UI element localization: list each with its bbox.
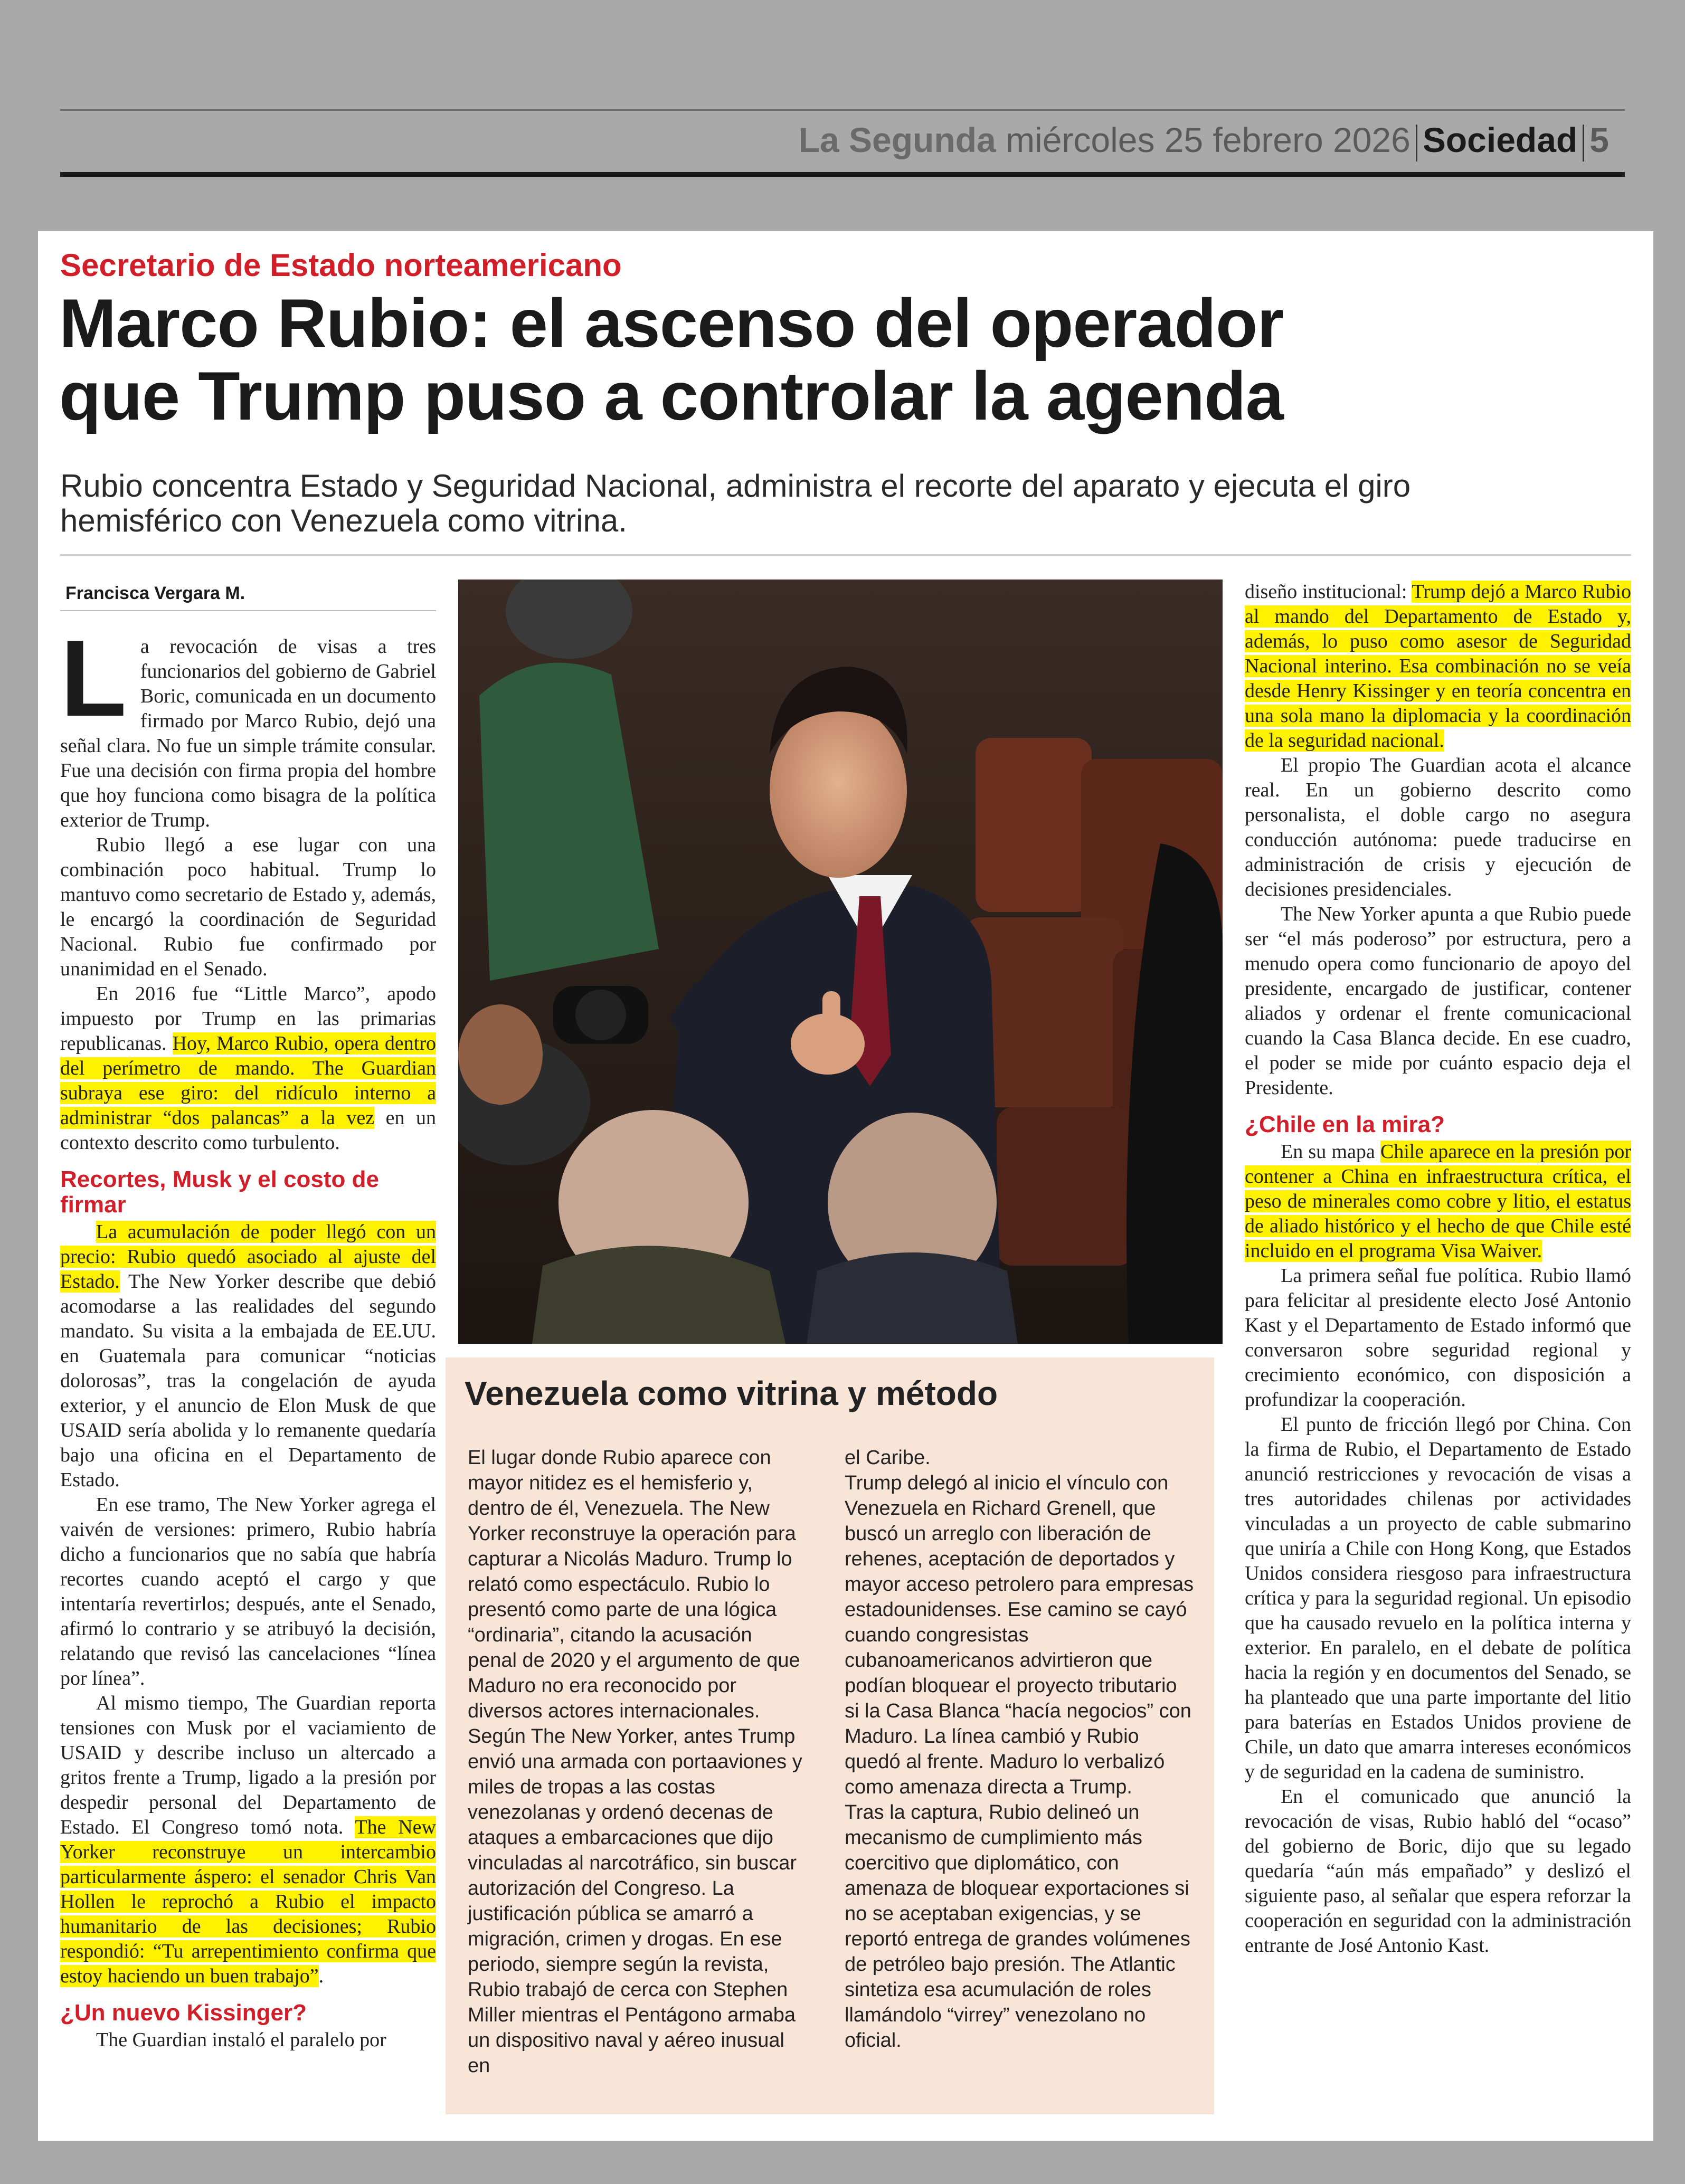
header-divider <box>1583 125 1584 162</box>
newspaper-header <box>60 115 1625 174</box>
byline: Francisca Vergara M. <box>65 583 245 603</box>
paragraph: En el comunicado que anunció la revocación de visas, Rubio habló del “ocaso” del gobierno de Boric, dijo que su legado quedaría “aún más empañado” y deslizó el siguiente paso, al señalar que espera reforzar la cooperación en seguridad con la administración entrante de José Antonio Kast. <box>1245 1786 1631 1957</box>
highlighted-text: Chile aparece en la presión por contener a China en infraestructura crítica, el peso de minerales como cobre y litio, el estatus de aliado histórico y el hecho de que Chile esté incluido en el programa Visa Waiver. <box>1245 1141 1631 1262</box>
paragraph: El punto de fricción llegó por China. Con la firma de Rubio, el Departamento de Estado anunció restricciones y revocación de visas a tres autoridades chilenas por actividades vinculadas a un proyecto de cable submarino que uniría a Chile con Hong Kong, que Estados Unidos considera riesgoso para infraestructura crítica y para la seguridad regional. Un episodio que ha causado revuelo en la política interna y exterior. En paralelo, en el debate de política hacia la región y en documentos del Senado, se ha planteado que una parte importante del litio para baterías en Estados Unidos proviene de Chile, un dato que amarra intereses económicos y de seguridad en la cadena de suministro. <box>1245 1413 1631 1783</box>
drop-cap: L <box>60 618 127 739</box>
article-deck: Rubio concentra Estado y Seguridad Nacional, administra el recorte del aparato y ejecuta el giro hemisférico con Venezuela como vitrina. <box>60 468 1411 538</box>
subheading-chile: ¿Chile en la mira? <box>1245 1112 1445 1137</box>
sidebar-box <box>446 1357 1214 2114</box>
headline-line-1: Marco Rubio: el ascenso del operador <box>59 284 1283 362</box>
section-name: Sociedad <box>1422 120 1578 159</box>
highlighted-text: Trump dejó a Marco Rubio al mando del Departamento de Estado y, además, lo puso como asesor de Seguridad Nacional interino. Esa combinación no se veía desde Henry Kissinger y en teoría concentra en una sola mano la diplomacia y la coordinación de la seguridad nacional. <box>1245 581 1631 752</box>
sidebar-column-left <box>468 1445 806 2078</box>
header-divider <box>1416 125 1417 162</box>
sidebar-paragraph: Según The New Yorker, antes Trump envió una armada con portaaviones y miles de tropas a las costas venezolanas y ordenó decenas de ataques a embarcaciones que dijo vinculadas al narcotráfico, sin buscar autorización del Congreso. La justificación pública se amarró a migración, crimen y drogas. En ese periodo, siempre según la revista, Rubio trabajó de cerca con Stephen Miller mientras el Pentágono armaba un dispositivo naval y aéreo inusual en <box>468 1725 802 2077</box>
column-right <box>1245 580 1631 1958</box>
highlighted-text: Hoy, Marco Rubio, opera dentro del perímetro de mando. The Guardian subraya ese giro: del ridículo interno a administrar “dos palancas” a la vez <box>60 1032 436 1129</box>
paragraph: El propio The Guardian acota el alcance real. En un gobierno descrito como personalista, el doble cargo no asegura conducción autónoma: puede traducirse en administración de crisis y ejecución de decisiones presidenciales. <box>1245 754 1631 900</box>
paragraph: diseño institucional: Trump dejó a Marco Rubio al mando del Departamento de Estado y, además, lo puso como asesor de Seguridad Nacional interino. Esa combinación no se veía desde Henry Kissinger y en teoría concentra en una sola mano la diplomacia y la coordinación de la seguridad nacional. <box>1245 581 1631 752</box>
article-headline <box>59 284 1537 434</box>
paragraph: En su mapa Chile aparece en la presión por contener a China en infraestructura crítica, el peso de minerales como cobre y litio, el estatus de aliado histórico y el hecho de que Chile esté incluido en el programa Visa Waiver. <box>1245 1141 1631 1262</box>
sidebar-paragraph: Trump delegó al inicio el vínculo con Venezuela en Richard Grenell, que buscó un arreglo con liberación de rehenes, aceptación de deportados y mayor acceso petrolero para empresas estadounidenses. Ese camino se cayó cuando congresistas cubanoamericanos advirtieron que podían bloquear el proyecto tributario si la Casa Blanca “hacía negocios” con Maduro. La línea cambió y Rubio quedó al frente. Maduro lo verbalizó como amenaza directa a Trump. <box>845 1472 1194 1798</box>
highlighted-text: La acumulación de poder llegó con un precio: Rubio quedó asociado al ajuste del Estado. <box>60 1221 436 1293</box>
page-number: 5 <box>1589 120 1609 159</box>
article-page <box>38 231 1653 2141</box>
newspaper-brand: La Segunda <box>798 120 996 159</box>
sidebar-paragraph: Tras la captura, Rubio delineó un mecanismo de cumplimiento más coercitivo que diplomático, con amenaza de bloquear exportaciones si no se aceptaban exigencias, y se reportó entrega de grandes volúmenes de petróleo bajo presión. The Atlantic sintetiza esa acumulación de roles llamándolo “virrey” venezolano no oficial. <box>845 1801 1190 2052</box>
article-photo <box>458 580 1223 1344</box>
highlighted-text: The New Yorker reconstruye un intercambio particularmente áspero: el senador Chris Van Hollen le reprochó a Rubio el impacto humanitario de las decisiones; Rubio respondió: “Tu arrepentimiento confirma que estoy haciendo un buen trabajo” <box>60 1816 436 1987</box>
paragraph: En 2016 fue “Little Marco”, apodo impuesto por Trump en las primarias republicanas. Hoy, Marco Rubio, opera dentro del perímetro de mando. The Guardian subraya ese giro: del ridículo interno a administrar “dos palancas” a la vez en un contexto descrito como turbulento. <box>60 983 436 1154</box>
sidebar-column-right <box>845 1445 1194 2053</box>
issue-date: miércoles 25 febrero 2026 <box>1006 120 1411 159</box>
header-line <box>799 116 1609 164</box>
headline-line-2: que Trump puso a controlar la agenda <box>59 357 1283 434</box>
sidebar-paragraph: el Caribe. <box>845 1447 931 1469</box>
deck-divider <box>60 554 1631 556</box>
article-kicker: Secretario de Estado norteamericano <box>60 248 622 283</box>
column-left <box>60 580 436 2053</box>
paragraph: Al mismo tiempo, The Guardian reporta tensiones con Musk por el vaciamiento de USAID y describe incluso un altercado a gritos frente a Trump, ligado a la presión por despedir personal del Departamento de Estado. El Congreso tomó nota. The New Yorker reconstruye un intercambio particularmente áspero: el senador Chris Van Hollen le reprochó a Rubio el impacto humanitario de las decisiones; Rubio respondió: “Tu arrepentimiento confirma que estoy haciendo un buen trabajo”. <box>60 1692 436 1987</box>
paragraph: La acumulación de poder llegó con un precio: Rubio quedó asociado al ajuste del Estado. The New Yorker describe que debió acomodarse a las realidades del segundo mandato. Su visita a la embajada de EE.UU. en Guatemala para comunicar “noticias dolorosas”, tras la congelación de ayuda exterior, y el anuncio de Elon Musk de que USAID sería abolida y lo remanente quedaría bajo una oficina en el Departamento de Estado. <box>60 1221 436 1491</box>
paragraph: En ese tramo, The New Yorker agrega el vaivén de versiones: primero, Rubio habría dicho a funcionarios que no sabía que habría recortes cuando aceptó el cargo y que intentaría revertirlos; después, ante el Senado, afirmó lo contrario y se atribuyó la decisión, relatando que revisó las cancelaciones “línea por línea”. <box>60 1494 436 1689</box>
byline-divider <box>60 610 436 611</box>
header-top-rule <box>60 109 1625 111</box>
header-bottom-rule <box>60 172 1625 177</box>
subheading-recortes: Recortes, Musk y el costo de firmar <box>60 1166 379 1218</box>
paragraph: The Guardian instaló el paralelo por <box>96 2029 386 2051</box>
paragraph: Rubio llegó a ese lugar con una combinación poco habitual. Trump lo mantuvo como secretario de Estado y, además, le encargó la coordinación de Seguridad Nacional. Rubio fue confirmado por unanimidad en el Senado. <box>60 834 436 980</box>
subheading-kissinger: ¿Un nuevo Kissinger? <box>60 2000 307 2026</box>
photo-illustration <box>458 580 1223 1344</box>
paragraph: The New Yorker apunta a que Rubio puede ser “el más poderoso” por estructura, pero a menudo opera como funcionario de apoyo del presidente, encargado de justificar, contener aliados y ordenar el frente comunicacional cuando la Casa Blanca decide. En ese cuadro, el poder se mide por cuánto espacio deja el Presidente. <box>1245 903 1631 1099</box>
sidebar-paragraph: El lugar donde Rubio aparece con mayor nitidez es el hemisferio y, dentro de él, Venezuela. The New Yorker reconstruye la operación para capturar a Nicolás Maduro. Trump lo relató como espectáculo. Rubio lo presentó como parte de una lógica “ordinaria”, citando la acusación penal de 2020 y el argumento de que Maduro no era reconocido por diversos actores internacionales. <box>468 1447 800 1722</box>
paragraph: La primera señal fue política. Rubio llamó para felicitar al presidente electo José Antonio Kast y el Departamento de Estado informó que conversaron sobre seguridad regional y crecimiento económico, con disposición a profundizar la cooperación. <box>1245 1265 1631 1411</box>
paragraph-lead: La revocación de visas a tres funcionarios del gobierno de Gabriel Boric, comunicada en un documento firmado por Marco Rubio, dejó una señal clara. No fue un simple trámite consular. Fue una decisión con firma propia del hombre que hoy funciona como bisagra de la política exterior de Trump. <box>60 618 436 831</box>
sidebar-title: Venezuela como vitrina y método <box>465 1374 998 1412</box>
